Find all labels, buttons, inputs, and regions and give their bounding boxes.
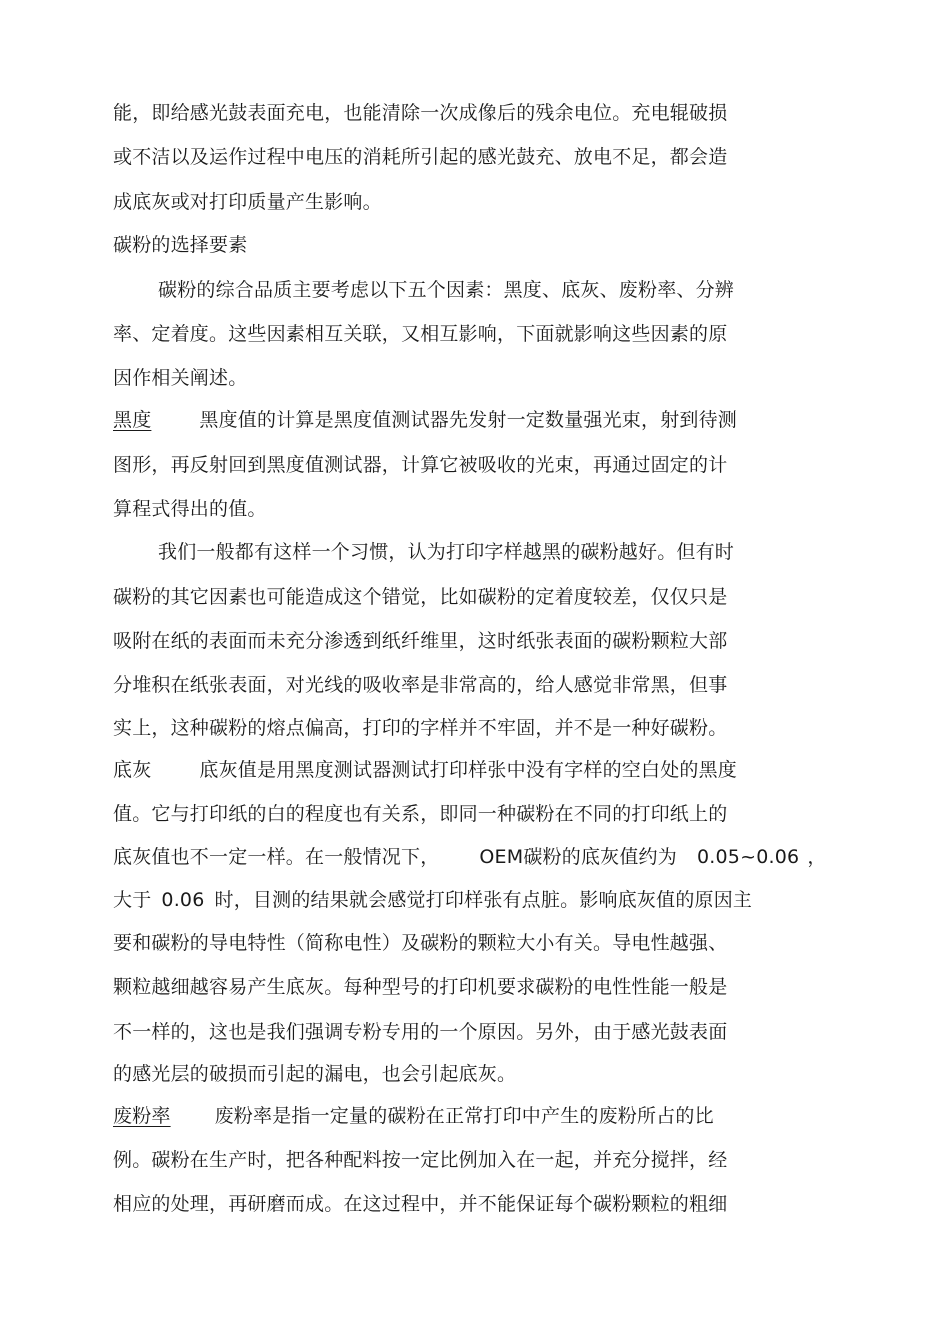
value-threshold: 0.06 (161, 889, 205, 911)
text-segment: OEM碳粉的底灰值约为 (479, 846, 677, 868)
paragraph-line: 我们一般都有这样一个习惯，认为打印字样越黑的碳粉越好。但有时 (158, 541, 735, 563)
term-blackness: 黑度 (113, 409, 152, 431)
paragraph-line: 率、定着度。这些因素相互关联，又相互影响，下面就影响这些因素的原 (113, 323, 728, 345)
paragraph-line: 分堆积在纸张表面，对光线的吸收率是非常高的，给人感觉非常黑，但事 (113, 674, 728, 696)
definition-text: 黑度值的计算是黑度值测试器先发射一定数量强光束，射到待测 (199, 409, 738, 431)
section-heading: 碳粉的选择要素 (113, 234, 248, 256)
paragraph-line: 因作相关阐述。 (113, 367, 248, 389)
paragraph-line: 吸附在纸的表面而未充分渗透到纸纤维里，这时纸张表面的碳粉颗粒大部 (113, 630, 728, 652)
definition-line-waste-rate (113, 1104, 714, 1128)
text-segment: 时，目测的结果就会感觉打印样张有点脏。影响底灰值的原因主 (214, 889, 753, 911)
paragraph-line: 能，即给感光鼓表面充电，也能清除一次成像后的残余电位。充电辊破损 (113, 102, 728, 124)
definition-text: 废粉率是指一定量的碳粉在正常打印中产生的废粉所占的比 (214, 1105, 714, 1127)
value-range: 0.05~0.06 (696, 846, 800, 868)
definition-line-blackness (113, 408, 737, 432)
paragraph-line: 实上，这种碳粉的熔点偏高，打印的字样并不牢固，并不是一种好碳粉。 (113, 717, 728, 739)
text-segment: 底灰值也不一定一样。在一般情况下， (113, 846, 440, 868)
paragraph-line: 碳粉的综合品质主要考虑以下五个因素：黑度、底灰、废粉率、分辨 (158, 279, 735, 301)
paragraph-line: 成底灰或对打印质量产生影响。 (113, 191, 382, 213)
paragraph-line: 颗粒越细越容易产生底灰。每种型号的打印机要求碳粉的电性性能一般是 (113, 976, 728, 998)
term-waste-rate: 废粉率 (113, 1105, 171, 1127)
paragraph-line: 相应的处理，再研磨而成。在这过程中，并不能保证每个碳粉颗粒的粗细 (113, 1193, 728, 1215)
paragraph-line: 的感光层的破损而引起的漏电，也会引起底灰。 (113, 1063, 517, 1085)
paragraph-line-mixed (113, 888, 752, 912)
paragraph-line: 图形，再反射回到黑度值测试器，计算它被吸收的光束，再通过固定的计 (113, 454, 728, 476)
paragraph-line: 值。它与打印纸的白的程度也有关系，即同一种碳粉在不同的打印纸上的 (113, 803, 728, 825)
definition-text: 底灰值是用黑度测试器测试打印样张中没有字样的空白处的黑度 (199, 759, 738, 781)
definition-line-background-gray (113, 758, 737, 782)
term-background-gray: 底灰 (113, 759, 152, 781)
paragraph-line-mixed (113, 845, 827, 869)
text-segment: 大于 (113, 889, 152, 911)
paragraph-line: 不一样的，这也是我们强调专粉专用的一个原因。另外，由于感光鼓表面 (113, 1021, 728, 1043)
paragraph-line: 碳粉的其它因素也可能造成这个错觉，比如碳粉的定着度较差，仅仅只是 (113, 586, 728, 608)
paragraph-line: 算程式得出的值。 (113, 498, 267, 520)
paragraph-line: 例。碳粉在生产时，把各种配料按一定比例加入在一起，并充分搅拌，经 (113, 1149, 728, 1171)
text-segment: ， (807, 846, 827, 868)
paragraph-line: 要和碳粉的导电特性（简称电性）及碳粉的颗粒大小有关。导电性越强、 (113, 932, 728, 954)
paragraph-line: 或不洁以及运作过程中电压的消耗所引起的感光鼓充、放电不足，都会造 (113, 146, 728, 168)
